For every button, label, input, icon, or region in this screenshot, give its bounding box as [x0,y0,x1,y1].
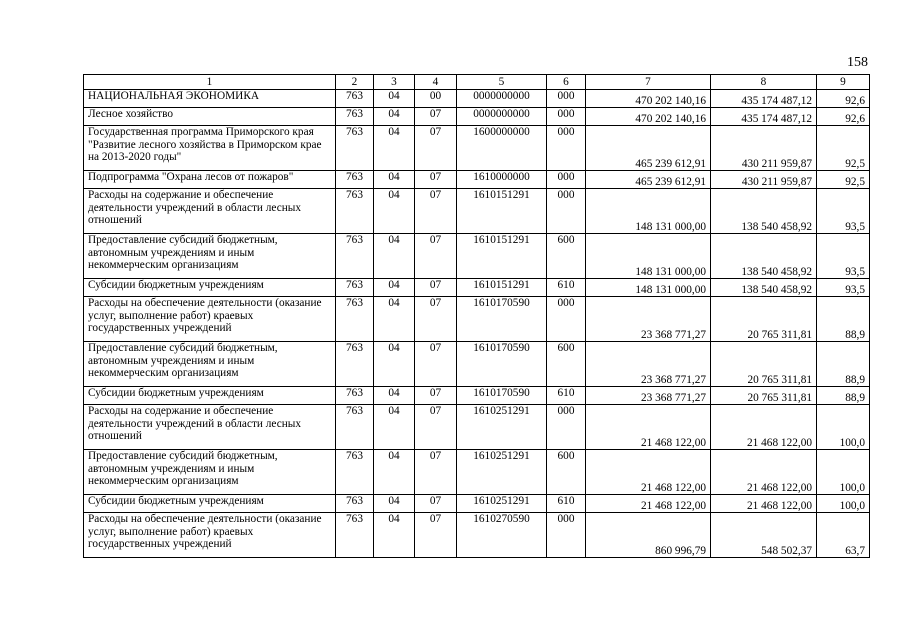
cell-target: 1600000000 [457,126,547,171]
table-row [84,90,870,108]
cell-percent: 88,9 [817,342,870,387]
cell-code: 763 [336,387,374,405]
row-name: Расходы на обеспечение деятельности (оказание услуг, выполнение работ) краевых государственных учреждений [84,297,336,342]
cell-planned: 470 202 140,16 [586,108,711,126]
cell-target: 1610170590 [457,387,547,405]
cell-percent: 93,5 [817,234,870,279]
cell-target: 1610151291 [457,189,547,234]
table-row [84,495,870,513]
cell-target: 1610251291 [457,495,547,513]
cell-planned: 23 368 771,27 [586,297,711,342]
cell-subsection: 07 [415,234,457,279]
cell-section: 04 [374,90,415,108]
cell-planned: 148 131 000,00 [586,189,711,234]
cell-target: 1610170590 [457,297,547,342]
cell-planned: 860 996,79 [586,513,711,558]
row-name: Государственная программа Приморского края "Развитие лесного хозяйства в Приморском крае на 2013-2020 годы" [84,126,336,171]
row-name: Расходы на содержание и обеспечение деятельности учреждений в области лесных отношений [84,405,336,450]
cell-percent: 100,0 [817,450,870,495]
cell-planned: 470 202 140,16 [586,90,711,108]
row-name: Расходы на содержание и обеспечение деятельности учреждений в области лесных отношений [84,189,336,234]
table-row [84,171,870,189]
cell-subsection: 07 [415,495,457,513]
cell-section: 04 [374,234,415,279]
row-name: Предоставление субсидий бюджетным, автономным учреждениям и иным некоммерческим организациям [84,450,336,495]
cell-code: 763 [336,450,374,495]
cell-code: 763 [336,108,374,126]
cell-subsection: 07 [415,342,457,387]
cell-actual: 548 502,37 [711,513,817,558]
cell-section: 04 [374,297,415,342]
cell-target: 1610170590 [457,342,547,387]
cell-section: 04 [374,189,415,234]
table-row [84,513,870,558]
row-name: Субсидии бюджетным учреждениям [84,279,336,297]
table-row [84,297,870,342]
cell-type: 600 [547,450,586,495]
cell-section: 04 [374,405,415,450]
cell-type: 610 [547,279,586,297]
column-header: 6 [547,75,586,90]
cell-actual: 138 540 458,92 [711,234,817,279]
cell-planned: 148 131 000,00 [586,279,711,297]
cell-percent: 93,5 [817,279,870,297]
cell-code: 763 [336,90,374,108]
cell-target: 0000000000 [457,108,547,126]
cell-type: 000 [547,126,586,171]
cell-code: 763 [336,234,374,279]
cell-code: 763 [336,171,374,189]
row-name: Субсидии бюджетным учреждениям [84,387,336,405]
cell-subsection: 07 [415,279,457,297]
cell-actual: 20 765 311,81 [711,297,817,342]
cell-code: 763 [336,513,374,558]
cell-type: 000 [547,108,586,126]
budget-table [83,74,870,558]
row-name: НАЦИОНАЛЬНАЯ ЭКОНОМИКА [84,90,336,108]
cell-actual: 435 174 487,12 [711,90,817,108]
cell-type: 600 [547,234,586,279]
table-row [84,342,870,387]
row-name: Предоставление субсидий бюджетным, автономным учреждениям и иным некоммерческим организациям [84,234,336,279]
column-header: 1 [84,75,336,90]
table-row [84,405,870,450]
cell-target: 1610000000 [457,171,547,189]
column-header: 4 [415,75,457,90]
cell-target: 1610151291 [457,279,547,297]
cell-subsection: 07 [415,171,457,189]
cell-actual: 435 174 487,12 [711,108,817,126]
column-header: 2 [336,75,374,90]
cell-planned: 21 468 122,00 [586,495,711,513]
cell-actual: 21 468 122,00 [711,450,817,495]
cell-section: 04 [374,279,415,297]
cell-section: 04 [374,450,415,495]
cell-planned: 23 368 771,27 [586,342,711,387]
cell-percent: 88,9 [817,387,870,405]
table-row [84,126,870,171]
cell-planned: 21 468 122,00 [586,405,711,450]
cell-code: 763 [336,189,374,234]
cell-actual: 20 765 311,81 [711,387,817,405]
cell-actual: 21 468 122,00 [711,495,817,513]
column-header: 8 [711,75,817,90]
cell-section: 04 [374,495,415,513]
page-number: 158 [847,55,868,70]
cell-type: 000 [547,90,586,108]
table-row [84,234,870,279]
cell-planned: 465 239 612,91 [586,126,711,171]
column-header: 3 [374,75,415,90]
cell-target: 1610151291 [457,234,547,279]
cell-subsection: 07 [415,108,457,126]
cell-section: 04 [374,126,415,171]
cell-percent: 100,0 [817,405,870,450]
cell-type: 600 [547,342,586,387]
cell-code: 763 [336,297,374,342]
cell-code: 763 [336,126,374,171]
cell-subsection: 07 [415,387,457,405]
cell-planned: 21 468 122,00 [586,450,711,495]
cell-subsection: 07 [415,450,457,495]
cell-percent: 92,5 [817,126,870,171]
cell-percent: 100,0 [817,495,870,513]
cell-planned: 465 239 612,91 [586,171,711,189]
column-header: 7 [586,75,711,90]
cell-percent: 92,6 [817,108,870,126]
cell-type: 610 [547,387,586,405]
cell-actual: 138 540 458,92 [711,189,817,234]
cell-section: 04 [374,108,415,126]
cell-type: 000 [547,297,586,342]
cell-type: 610 [547,495,586,513]
cell-code: 763 [336,279,374,297]
cell-actual: 20 765 311,81 [711,342,817,387]
table-row [84,450,870,495]
row-name: Подпрограмма "Охрана лесов от пожаров" [84,171,336,189]
table-header [84,75,870,90]
cell-type: 000 [547,189,586,234]
column-header: 9 [817,75,870,90]
cell-code: 763 [336,495,374,513]
cell-percent: 93,5 [817,189,870,234]
cell-percent: 63,7 [817,513,870,558]
cell-subsection: 07 [415,405,457,450]
cell-actual: 430 211 959,87 [711,126,817,171]
row-name: Лесное хозяйство [84,108,336,126]
cell-actual: 430 211 959,87 [711,171,817,189]
cell-target: 1610251291 [457,450,547,495]
cell-subsection: 07 [415,126,457,171]
cell-type: 000 [547,171,586,189]
cell-code: 763 [336,342,374,387]
column-header: 5 [457,75,547,90]
cell-percent: 92,5 [817,171,870,189]
cell-subsection: 00 [415,90,457,108]
cell-planned: 23 368 771,27 [586,387,711,405]
cell-code: 763 [336,405,374,450]
cell-section: 04 [374,342,415,387]
cell-subsection: 07 [415,297,457,342]
cell-target: 0000000000 [457,90,547,108]
cell-subsection: 07 [415,513,457,558]
row-name: Субсидии бюджетным учреждениям [84,495,336,513]
table-row [84,387,870,405]
table-row [84,279,870,297]
row-name: Расходы на обеспечение деятельности (оказание услуг, выполнение работ) краевых государственных учреждений [84,513,336,558]
table-body [84,90,870,558]
cell-percent: 92,6 [817,90,870,108]
cell-subsection: 07 [415,189,457,234]
cell-target: 1610251291 [457,405,547,450]
cell-target: 1610270590 [457,513,547,558]
table-row [84,108,870,126]
cell-actual: 21 468 122,00 [711,405,817,450]
row-name: Предоставление субсидий бюджетным, автономным учреждениям и иным некоммерческим организациям [84,342,336,387]
table-row [84,189,870,234]
cell-type: 000 [547,513,586,558]
cell-section: 04 [374,513,415,558]
cell-planned: 148 131 000,00 [586,234,711,279]
cell-type: 000 [547,405,586,450]
cell-actual: 138 540 458,92 [711,279,817,297]
cell-percent: 88,9 [817,297,870,342]
cell-section: 04 [374,387,415,405]
cell-section: 04 [374,171,415,189]
